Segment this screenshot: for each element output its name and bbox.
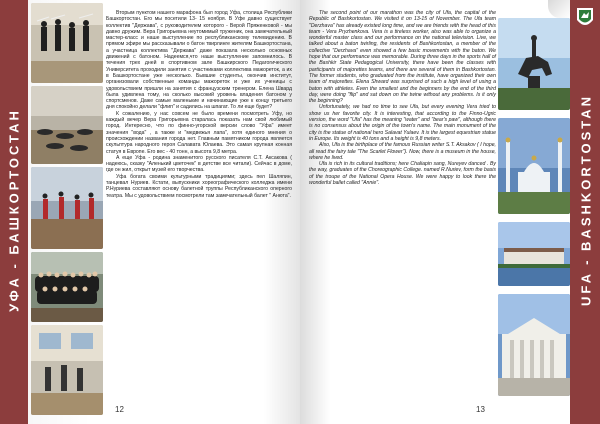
en-paragraph: Ufa is rich in its cultural traditions; here Chaliapin sang, Nureyev danced . By the way, graduates of the Choreographic College. named R.Nuriev, form the basis of the troupe of the National Opera House. We were happy to look there the wonderful ballet called "Annie". [309, 161, 496, 187]
ru-paragraph: А еще Уфа - родина знаменитого русского писателя С.Т. Аксакова ( надеюсь, сказку "Аленький цветочек" в детстве все читали). Сейчас в доме, где он жил, открыт музей его творчества. [106, 154, 292, 174]
en-paragraph: The second point of our marathon was the city of Ufa, the capital of the Republic of Bashkortostan. We visited it on 13-15 of November. The Ufa team "Derzhava" has already existed long time, and we are friends with the head of this team - Vera Pryzhenkova. Vera is a tireless worker, also was able to organize a wonderful master class and our performance on the national television. Live, we talked about a baton twirling, the residents of Bashkortostan, a member of the collective "Derzhava" even showed a few basic movements with the baton. We hope that our performance was memorable. During three days in the sports hall of the Bashkir State Pedagogical University, there have been the classes with participants of majorettes teams, and there are several of them in Bashkortostan. The former students, who graduated from the institute, have organized their own team of majorettes. Elena Shward was surprised of such a high level of using a baton with athletes. Even the smallest and the beginners by the end of the third day, were doing "flip" and sat down on the twine without any problems. Is it only the beginning? [309, 10, 496, 105]
ru-paragraph: К сожалению, у нас совсем не было времени посмотреть Уфу, но каждый вечер Вера Григорьевна старалась показать нам свой любимый город. Интересно, что по финно-угорской версии слово "Уфа" имеет значения "вода" , а также и "медвежья лапа", хотя единого мнения о происхождении названия города нет. Главным памятником города является скульптура народного героя Салавата Юлаева. Это самая крупная конная статуя в Европе. Его вес - 40 тонн, а высота 9,8 метра. [106, 110, 292, 155]
en-paragraph: Unfortunately, we had no time to see Ufa, but every evening Vera tried to show us her favorite city. It is interesting, that according to the Finno-Ugric version, the word "Ufa" has the meaning "water" and "bear's paw", although there is no consensus about the origin of the town's name. The main monument of the city is the statue of national hero Salavat Yulaev. It is the largest equestrian statue in Europe. Its weight is 40 tons and a height is 9,8 meters. [309, 104, 496, 142]
photo-salavat-yulaev-statue [498, 18, 570, 110]
left-side-title: УФА - БАШКОРТОСТАН [6, 108, 22, 312]
photo-opera-house [498, 294, 570, 396]
bashkortostan-emblem-icon [575, 6, 595, 30]
english-article-text [309, 10, 496, 186]
page-number-left: 12 [115, 405, 124, 414]
russian-article-text [106, 10, 292, 199]
photo-city-waterfront [498, 222, 570, 286]
photo-gym-dancers [31, 167, 103, 249]
photo-group [31, 252, 103, 322]
photo-ufa-mosque [498, 118, 570, 214]
ru-paragraph: Вторым пунктом нашего марафона был город Уфа, столица Республики Башкортостан. Его мы посетили 13- 15 ноября. В Уфе давно существует коллектив "Держава", с руководителем которого - Верой Пряженковой - мы давно дружим. Вера Григорьевна неутомимый труженик, она замечательный мастер-класс и наше выступление по республиканскому телевидению. В прямом эфире мы рассказывали о батон твирлинге жителям Башкортостана, а участница коллектива "Держава" даже показала несколько основных движений с батоном. Надеемся,что наше выступление запомнилось. В течения трех дней в спортивном зале Башкирского Педагогического Университета проходили занятия с участниками коллектива мажореток, а их в Башкортостане уже несколько. Бывшие студенты, окончив институт, организовали собственные команды мажореток и уже их ученицы с удовольствием пришли на занятия с французским тренером. Елена Швард была удивлена тому, на сколько высокий уровень владения батоном у спортсменов. Даже самые маленькие и начинающие уже к концу третьего дня спокойно делали "флип" и садились на шпагат. То ли еще будет? [106, 10, 292, 111]
right-side-title: UFA - BASHKORTOSTAN [578, 93, 594, 307]
photo-dancers-with-batons [31, 3, 103, 83]
page-number-right: 13 [476, 405, 485, 414]
ru-paragraph: Уфа богата своими культурными традициями; здесь пел Шаляпин, танцевал Нуриев. Кстати, выпускники хореографического колледжа имени Р.Нуриева составляют основу балетной труппы Республиканского оперного театра. Мы с удовольствием посмотрели там замечательный балет " Анюта". [106, 173, 292, 199]
en-paragraph: Also, Ufa is the birthplace of the famous Russian writer S.T. Aksakov ( I hope, all read the fairy tale "The Scarlet Flower"). Now, there is a museum in the house, where he lived. [309, 142, 496, 161]
photo-class-on-floor [31, 86, 103, 164]
photo-classroom [31, 325, 103, 415]
